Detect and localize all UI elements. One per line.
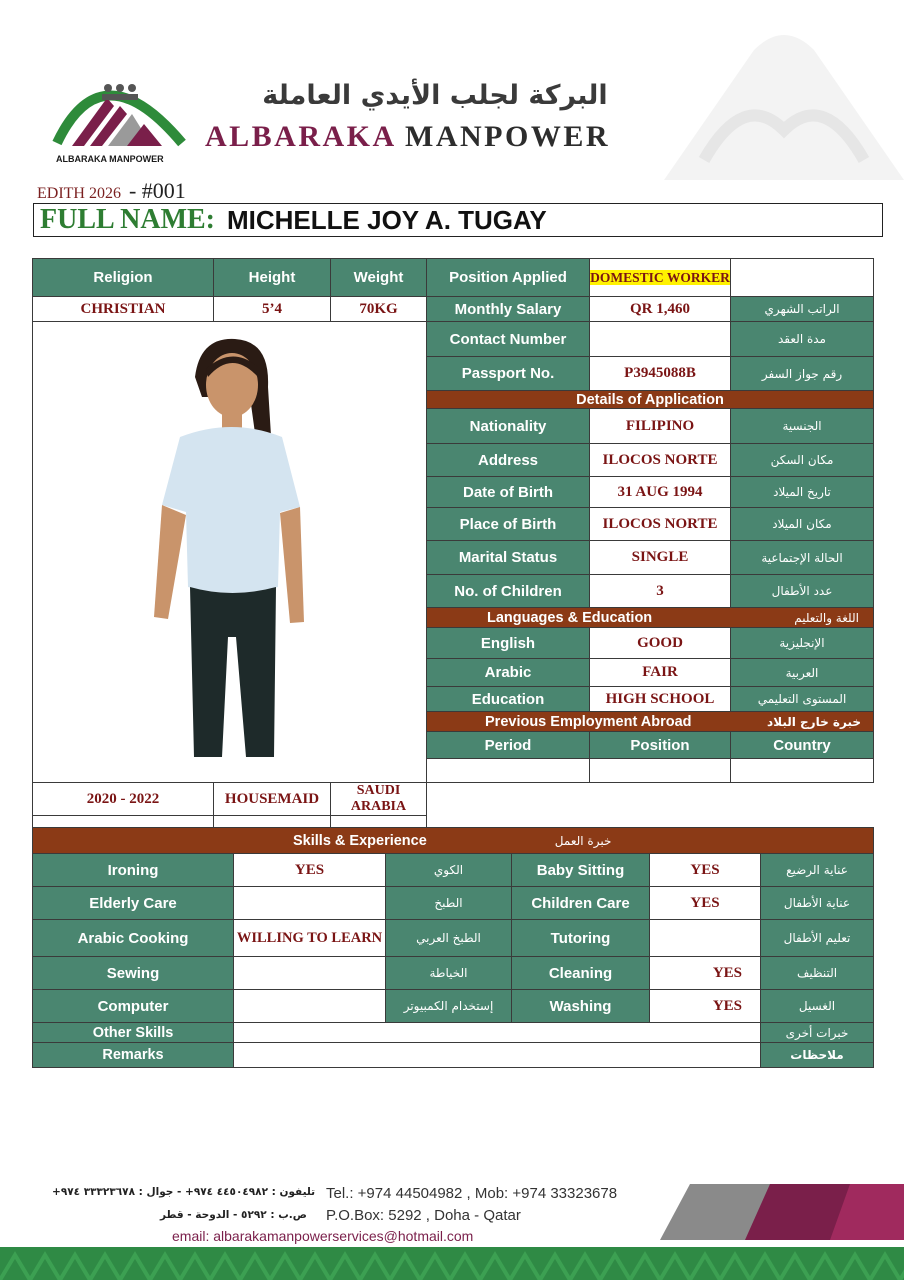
employment-period <box>427 759 590 783</box>
skill-label: Arabic Cooking <box>33 920 234 957</box>
position-header: Position <box>590 732 731 759</box>
brand-english-name <box>205 120 665 154</box>
skill-arabic: إستخدام الكمبيوتر <box>386 990 512 1023</box>
monthly-salary-arabic: الراتب الشهري <box>731 297 874 322</box>
passport-label: Passport No. <box>427 357 590 391</box>
application-table <box>32 258 874 839</box>
skill-value: YES <box>650 887 761 920</box>
detail-value: 3 <box>590 575 731 608</box>
employment-country <box>731 759 874 783</box>
language-value: GOOD <box>590 628 731 659</box>
full-name-bar <box>33 203 883 237</box>
skill-arabic: الطبخ <box>386 887 512 920</box>
detail-value: ILOCOS NORTE <box>590 508 731 541</box>
passport-value: P3945088B <box>590 357 731 391</box>
country-header: Country <box>731 732 874 759</box>
skill-value <box>234 990 386 1023</box>
skills-title-arabic: خبرة العمل <box>554 833 612 848</box>
skill-arabic: الغسيل <box>761 990 874 1023</box>
detail-label: Nationality <box>427 409 590 444</box>
skill-arabic: عناية الأطفال <box>761 887 874 920</box>
monthly-salary-value: QR 1,460 <box>590 297 731 322</box>
other-skills-value <box>234 1023 761 1043</box>
applicant-photo-cell <box>33 322 427 783</box>
employment-country: SAUDI ARABIA <box>331 783 427 816</box>
contact-number-label: Contact Number <box>427 322 590 357</box>
brand-arabic-name: البركة لجلب الأيدي العاملة <box>262 80 608 111</box>
languages-title: Languages & Education <box>487 609 653 626</box>
religion-value: CHRISTIAN <box>33 297 214 322</box>
footer-band <box>0 1247 904 1280</box>
employment-position <box>590 759 731 783</box>
skill-label: Computer <box>33 990 234 1023</box>
logo-caption: ALBARAKA MANPOWER <box>56 154 164 164</box>
detail-arabic: عدد الأطفال <box>731 575 874 608</box>
language-arabic: العربية <box>731 659 874 687</box>
detail-value: FILIPINO <box>590 409 731 444</box>
skill-value: YES <box>650 990 761 1023</box>
footer-arabic-phone: تليفون : ٤٤٥٠٤٩٨٢ ٩٧٤+ - جوال : ٣٣٣٢٣٦٧٨ ٩٧٤+ <box>52 1186 316 1198</box>
position-applied-value <box>590 259 731 297</box>
skill-label: Children Care <box>512 887 650 920</box>
footer-arabic-address: ص.ب : ٥٢٩٢ - الدوحة - قطر <box>160 1209 307 1221</box>
other-skills-arabic: خبرات أخرى <box>761 1023 874 1043</box>
footer-decoration <box>650 1182 904 1242</box>
language-value: FAIR <box>590 659 731 687</box>
detail-arabic: الجنسية <box>731 409 874 444</box>
position-applied-label: Position Applied <box>427 259 590 297</box>
language-label: Arabic <box>427 659 590 687</box>
skill-value: YES <box>650 957 761 990</box>
languages-title-arabic: اللغة والتعليم <box>794 610 859 625</box>
weight-header: Weight <box>331 259 427 297</box>
weight-value: 70KG <box>331 297 427 322</box>
detail-arabic: الحالة الإجتماعية <box>731 541 874 575</box>
footer-phone: Tel.: +974 44504982 , Mob: +974 33323678 <box>326 1185 618 1202</box>
skill-value <box>650 920 761 957</box>
skill-label: Tutoring <box>512 920 650 957</box>
skill-label: Ironing <box>33 854 234 887</box>
skill-arabic: الطبخ العربي <box>386 920 512 957</box>
skill-arabic: التنظيف <box>761 957 874 990</box>
position-applied-text: DOMESTIC WORKER <box>590 270 730 285</box>
employment-title: Previous Employment Abroad <box>485 713 692 730</box>
skill-value <box>234 957 386 990</box>
skill-value: YES <box>234 854 386 887</box>
skill-label: Washing <box>512 990 650 1023</box>
edition <box>37 178 186 204</box>
remarks-arabic: ملاحظات <box>761 1043 874 1068</box>
applicant-photo <box>140 337 320 767</box>
skill-arabic: تعليم الأطفال <box>761 920 874 957</box>
education-arabic: المستوى التعليمي <box>731 687 874 712</box>
brand-prefix: ALBARAKA <box>205 120 396 153</box>
remarks-label: Remarks <box>33 1043 234 1068</box>
passport-arabic: رقم جواز السفر <box>731 357 874 391</box>
remarks-value <box>234 1043 761 1068</box>
skill-label: Cleaning <box>512 957 650 990</box>
footer-address: P.O.Box: 5292 , Doha - Qatar <box>326 1207 521 1224</box>
skill-value <box>234 887 386 920</box>
employment-period: 2020 - 2022 <box>33 783 214 816</box>
skill-arabic: الكوي <box>386 854 512 887</box>
detail-arabic: تاريخ الميلاد <box>731 477 874 508</box>
empty-cell <box>731 259 874 297</box>
skill-arabic: عناية الرضيع <box>761 854 874 887</box>
contract-duration-arabic: مدة العقد <box>731 322 874 357</box>
detail-label: No. of Children <box>427 575 590 608</box>
detail-value: SINGLE <box>590 541 731 575</box>
footer-email: email: albarakamanpowerservices@hotmail.com <box>172 1228 474 1244</box>
detail-label: Address <box>427 444 590 477</box>
period-header: Period <box>427 732 590 759</box>
skills-title: Skills & Experience <box>293 832 427 849</box>
detail-label: Place of Birth <box>427 508 590 541</box>
languages-section-title <box>427 608 874 628</box>
education-label: Education <box>427 687 590 712</box>
contact-number-value <box>590 322 731 357</box>
employment-title-arabic: خبرة خارج البلاد <box>767 714 861 729</box>
skills-section-title <box>33 828 874 854</box>
employment-section-title <box>427 712 874 732</box>
skill-value: YES <box>650 854 761 887</box>
education-value: HIGH SCHOOL <box>590 687 731 712</box>
detail-arabic: مكان السكن <box>731 444 874 477</box>
height-value: 5’4 <box>214 297 331 322</box>
edition-number: - #001 <box>128 178 186 203</box>
skill-label: Sewing <box>33 957 234 990</box>
skill-value: WILLING TO LEARN <box>234 920 386 957</box>
religion-header: Religion <box>33 259 214 297</box>
detail-label: Marital Status <box>427 541 590 575</box>
employment-position: HOUSEMAID <box>214 783 331 816</box>
edition-label: EDITH 2026 <box>37 185 121 202</box>
monthly-salary-label: Monthly Salary <box>427 297 590 322</box>
skill-label: Elderly Care <box>33 887 234 920</box>
full-name-value: MICHELLE JOY A. TUGAY <box>227 204 547 235</box>
skills-table <box>32 827 874 1068</box>
albaraka-logo <box>52 58 192 168</box>
other-skills-label: Other Skills <box>33 1023 234 1043</box>
full-name-label: FULL NAME: <box>40 204 215 235</box>
skill-arabic: الخياطة <box>386 957 512 990</box>
brand-suffix: MANPOWER <box>405 120 611 153</box>
detail-label: Date of Birth <box>427 477 590 508</box>
detail-value: ILOCOS NORTE <box>590 444 731 477</box>
details-section-title: Details of Application <box>427 391 874 409</box>
detail-value: 31 AUG 1994 <box>590 477 731 508</box>
detail-arabic: مكان الميلاد <box>731 508 874 541</box>
language-arabic: الإنجليزية <box>731 628 874 659</box>
background-watermark <box>664 30 904 180</box>
skill-label: Baby Sitting <box>512 854 650 887</box>
language-label: English <box>427 628 590 659</box>
height-header: Height <box>214 259 331 297</box>
